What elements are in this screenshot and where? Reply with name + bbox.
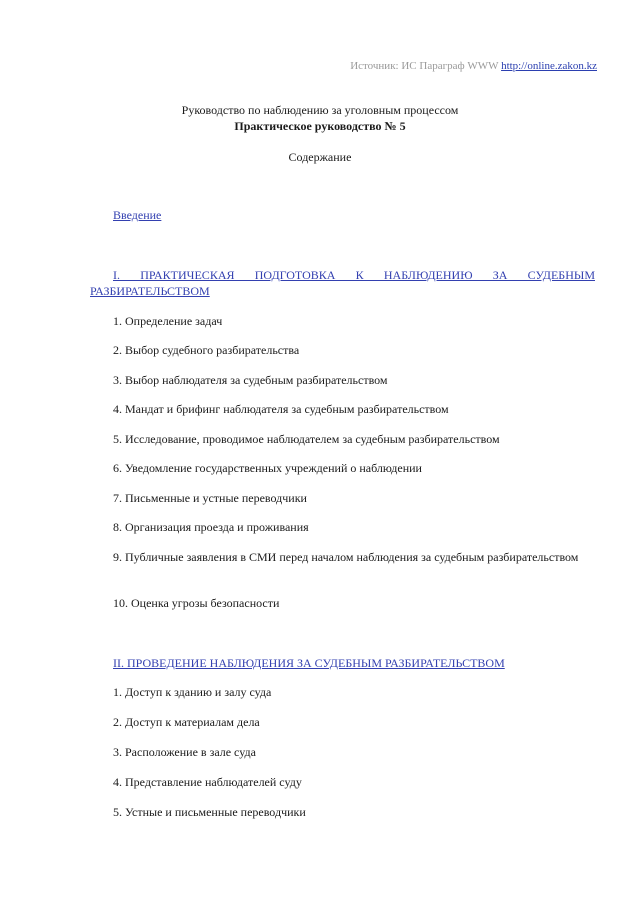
toc-item: 6. Уведомление государственных учреждений о наблюдении bbox=[113, 461, 422, 475]
toc-item: 5. Устные и письменные переводчики bbox=[113, 805, 306, 819]
toc-item: 8. Организация проезда и проживания bbox=[113, 520, 309, 534]
contents-heading: Содержание bbox=[288, 150, 352, 164]
toc-item: 4. Мандат и брифинг наблюдателя за судебным разбирательством bbox=[113, 402, 449, 416]
toc-item: 5. Исследование, проводимое наблюдателем за судебным разбирательством bbox=[113, 432, 500, 446]
source-line bbox=[350, 60, 597, 72]
document-title: Руководство по наблюдению за уголовным процессом bbox=[181, 103, 459, 117]
toc-item: 1. Определение задач bbox=[113, 314, 223, 328]
toc-item: 3. Выбор наблюдателя за судебным разбирательством bbox=[113, 373, 388, 387]
toc-item: 2. Доступ к материалам дела bbox=[113, 715, 260, 729]
toc-item: 4. Представление наблюдателей суду bbox=[113, 775, 302, 789]
source-link[interactable]: http://online.zakon.kz bbox=[501, 60, 597, 72]
document-subtitle: Практическое руководство № 5 bbox=[234, 119, 406, 133]
toc-item: 3. Расположение в зале суда bbox=[113, 745, 256, 759]
toc-item: 9. Публичные заявления в СМИ перед началом наблюдения за судебным разбирательством bbox=[113, 550, 579, 564]
toc-link-section-2[interactable]: II. ПРОВЕДЕНИЕ НАБЛЮДЕНИЯ ЗА СУДЕБНЫМ РАЗБИРАТЕЛЬСТВОМ bbox=[113, 656, 505, 670]
toc-link-intro[interactable]: Введение bbox=[113, 208, 162, 222]
source-label: Источник: ИС Параграф WWW bbox=[350, 60, 502, 72]
toc-item: 7. Письменные и устные переводчики bbox=[113, 491, 307, 505]
toc-item: 10. Оценка угрозы безопасности bbox=[113, 596, 280, 610]
toc-item: 2. Выбор судебного разбирательства bbox=[113, 343, 300, 357]
toc-link-section-1[interactable]: I. ПРАКТИЧЕСКАЯ ПОДГОТОВКА К НАБЛЮДЕНИЮ ЗА СУДЕБНЫМ РАЗБИРАТЕЛЬСТВОМ bbox=[90, 268, 595, 298]
toc-item: 1. Доступ к зданию и залу суда bbox=[113, 685, 272, 699]
